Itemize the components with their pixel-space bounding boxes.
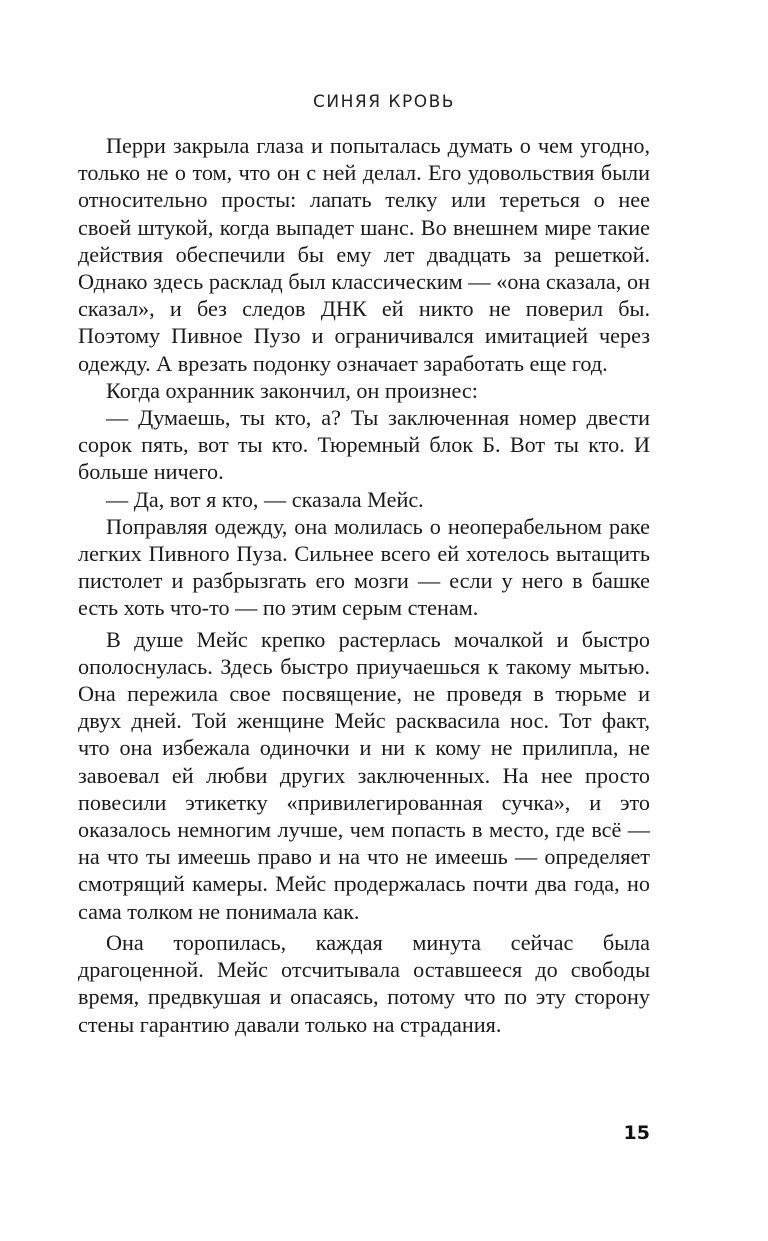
dialogue-line: — Да, вот я кто, — сказала Мейс. bbox=[106, 486, 424, 512]
running-head: СИНЯЯ КРОВЬ bbox=[313, 92, 455, 112]
paragraph: Поправляя одежду, она молилась о неоперабельном раке легких Пивного Пуза. Сильнее всего ей хотелось вытащить пистолет и разбрызгать его мозги — если у него в башке есть хоть что-то — по этим серым стенам. bbox=[78, 513, 650, 621]
body-text bbox=[78, 132, 650, 1038]
paragraph: В душе Мейс крепко растерлась мочалкой и быстро ополоснулась. Здесь быстро приучаешься к такому мытью. Она пережила свое посвящение, не проведя в тюрьме и двух дней. Той женщине Мейс расквасила нос. Тот факт, что она избежала одиночки и ни к кому не прилипла, не завоевал ей любви других заключенных. На нее просто повесили этикетку «привилегированная сучка», и это оказалось немногим лучше, чем попасть в место, где всё — на что ты имеешь право и на что не имеешь — определяет смотрящий камеры. Мейс продержалась почти два года, но сама толком не понимала как. bbox=[78, 626, 650, 924]
dialogue-line: — Думаешь, ты кто, а? Ты заключенная номер двести сорок пять, вот ты кто. Тюремный блок Б. Вот ты кто. И больше ничего. bbox=[78, 405, 650, 485]
paragraph: Перри закрыла глаза и попыталась думать о чем угодно, только не о том, что он с ней делал. Его удовольствия были относительно просты: лапать телку или тереться о нее своей штукой, когда выпадет шанс. Во внешнем мире такие действия обеспечили бы ему лет двадцать за решеткой. Однако здесь расклад был классическим — «она сказала, он сказал», и без следов ДНК ей никто не поверил бы. Поэтому Пивное Пузо и ограничивался имитацией через одежду. А врезать подонку означает заработать еще год. bbox=[78, 133, 650, 376]
paragraph: Когда охранник закончил, он произнес: bbox=[106, 377, 478, 403]
page-number: 15 bbox=[623, 1122, 650, 1144]
paragraph: Она торопилась, каждая минута сейчас была драгоценной. Мейс отсчитывала оставшееся до свободы время, предвкушая и опасаясь, потому что по эту сторону стены гарантию давали только на страдания. bbox=[78, 929, 650, 1037]
